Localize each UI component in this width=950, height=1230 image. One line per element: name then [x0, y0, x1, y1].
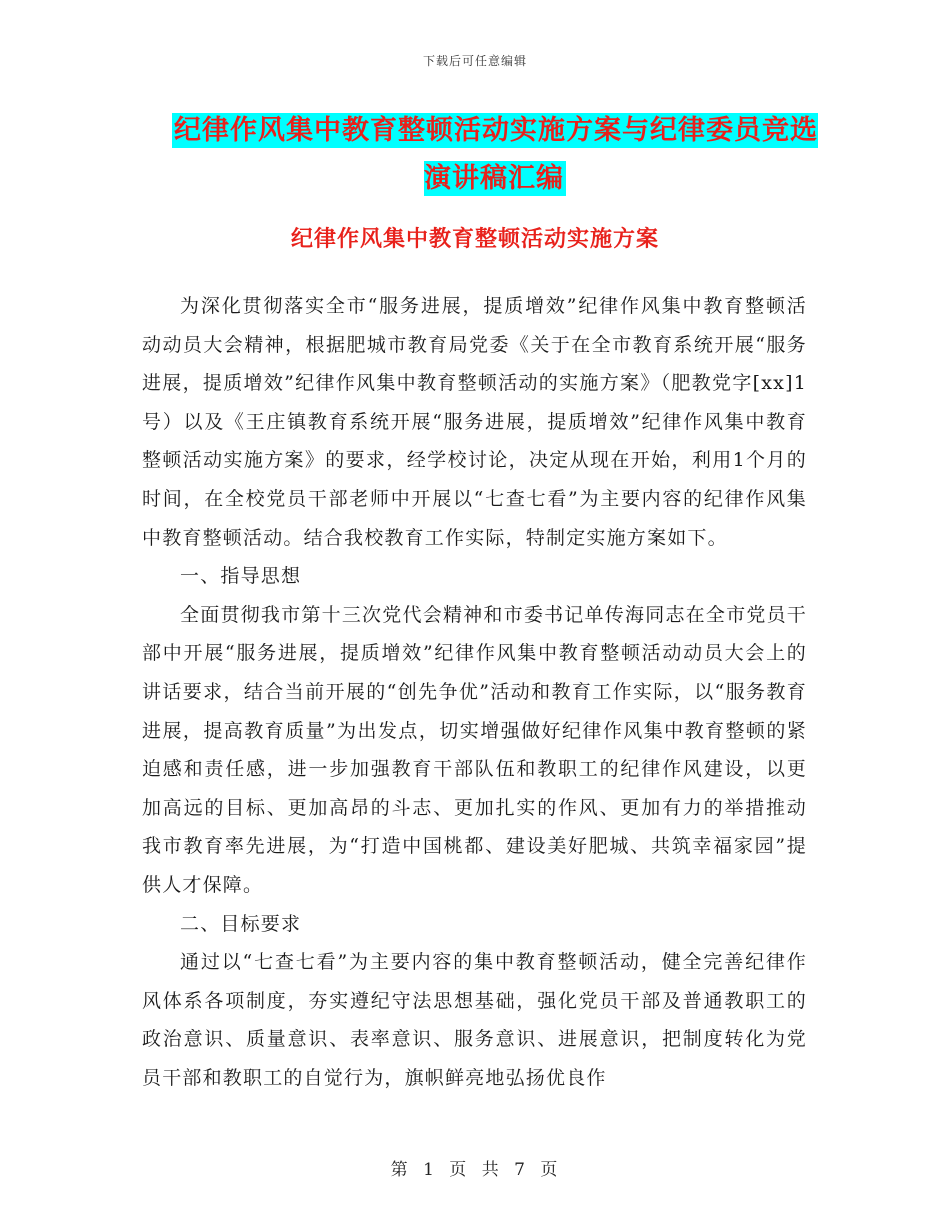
paragraph-guiding-ideology: 全面贯彻我市第十三次党代会精神和市委书记单传海同志在全市党员干部中开展“服务进展，提质增效”纪律作风集中教育整顿活动动员大会上的讲话要求，结合当前开展的“创先争优”活动和教育工作实际，以“服务教育进展，提高教育质量”为出发点，切实增强做好纪律作风集中教育整顿的紧迫感和责任感，进一步加强教育干部队伍和教职工的纪律作风建设，以更加高远的目标、更加高昂的斗志、更加扎实的作风、更加有力的举措推动我市教育率先进展，为“打造中国桃都、建设美好肥城、共筑幸福家园”提供人才保障。: [142, 603, 807, 896]
document-title: [170, 107, 820, 203]
header-note: 下载后可任意编辑: [422, 54, 527, 68]
section-title: 纪律作风集中教育整顿活动实施方案: [290, 226, 659, 252]
document-body: [142, 287, 807, 1097]
document-title-text: 纪律作风集中教育整顿活动实施方案与纪律委员竞选演讲稿汇编: [174, 115, 818, 194]
paragraph-intro: 为深化贯彻落实全市“服务进展，提质增效”纪律作风集中教育整顿活动动员大会精神，根据肥城市教育局党委《关于在全市教育系统开展“服务进展，提质增效”纪律作风集中教育整顿活动的实施方案》（肥教党字[xx]1号）以及《王庄镇教育系统开展“服务进展，提质增效”纪律作风集中教育整顿活动实施方案》的要求，经学校讨论，决定从现在开始，利用1个月的时间，在全校党员干部老师中开展以“七查七看”为主要内容的纪律作风集中教育整顿活动。结合我校教育工作实际，特制定实施方案如下。: [142, 295, 807, 549]
paragraph-goals: 通过以“七查七看”为主要内容的集中教育整顿活动，健全完善纪律作风体系各项制度，夯实遵纪守法思想基础，强化党员干部及普通教职工的政治意识、质量意识、表率意识、服务意识、进展意识，把制度转化为党员干部和教职工的自觉行为，旗帜鲜亮地弘扬优良作: [142, 951, 807, 1089]
page-number: 第 1 页 共 7 页: [390, 1160, 560, 1180]
heading-goals: 二、目标要求: [180, 912, 302, 935]
heading-guiding-ideology: 一、指导思想: [180, 565, 302, 588]
